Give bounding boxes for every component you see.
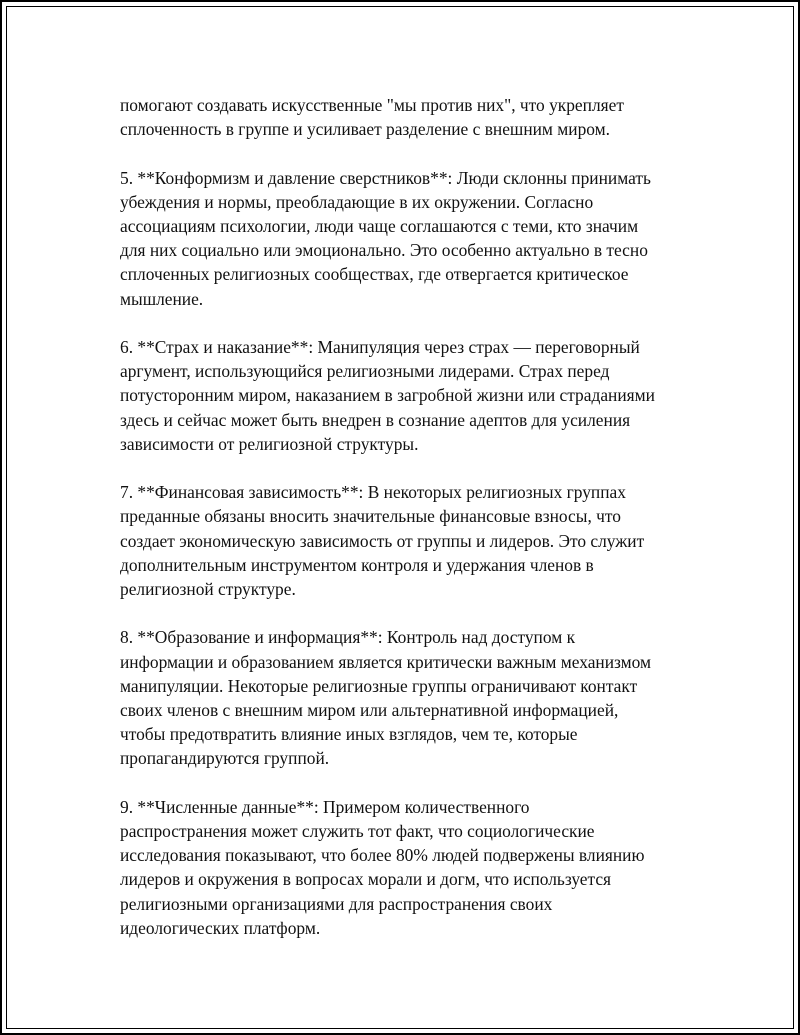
text-line: 7. **Финансовая зависимость**: В некоторых религиозных группах [120, 482, 626, 503]
text-line: помогают создавать искусственные "мы против них", что укрепляет [120, 95, 624, 115]
text-line: убеждения и нормы, преобладающие в их окружении. Согласно [120, 191, 594, 212]
text-line: ассоциациям психологии, люди чаще соглашаются с теми, кто значим [120, 216, 639, 236]
text-line: пропагандируются группой. [120, 748, 330, 769]
paragraph-fear [120, 335, 720, 456]
text-line: здесь и сейчас может быть внедрен в сознание адептов для усиления [120, 409, 631, 430]
text-line: для них социально или эмоционально. Это особенно актуально в тесно [120, 240, 648, 261]
paragraph-intro [120, 93, 720, 141]
text-line: распространения может служить тот факт, что социологические [120, 821, 595, 842]
text-line: сплоченность в группе и усиливает разделение с внешним миром. [120, 119, 611, 140]
text-line: 5. **Конформизм и давление сверстников**: Люди склонны принимать [120, 167, 651, 188]
text-line: своих членов с внешним миром или альтернативной информацией, [120, 700, 619, 721]
text-line: манипуляции. Некоторые религиозные группы ограничивают контакт [120, 675, 638, 696]
text-line: мышление. [120, 288, 204, 309]
paragraph-finance [120, 480, 720, 601]
text-line: чтобы предотвратить влияние иных взглядов, чем те, которые [120, 724, 578, 745]
text-line: религиозной структуре. [120, 579, 296, 600]
text-line: сплоченных религиозных сообществах, где отвергается критическое [120, 264, 629, 285]
text-line: преданные обязаны вносить значительные финансовые взносы, что [120, 506, 621, 527]
paragraph-conformism [120, 166, 720, 311]
document-body [120, 93, 720, 940]
text-line: потусторонним миром, наказанием в загробной жизни или страданиями [120, 385, 655, 406]
text-line: идеологических платформ. [120, 917, 321, 938]
text-line: 8. **Образование и информация**: Контроль над доступом к [120, 627, 576, 648]
text-line: религиозными организациями для распространения своих [120, 893, 553, 914]
text-line: исследования показывают, что более 80% людей подвержены влиянию [120, 845, 645, 866]
text-line: аргумент, использующийся религиозными лидерами. Страх перед [120, 361, 610, 382]
text-line: создает экономическую зависимость от группы и лидеров. Это служит [120, 530, 645, 551]
text-line: лидеров и окружения в вопросах морали и догм, что используется [120, 869, 612, 890]
text-line: дополнительным инструментом контроля и удержания членов в [120, 554, 594, 575]
text-line: зависимости от религиозной структуры. [120, 433, 419, 454]
text-line: 9. **Численные данные**: Примером количественного [120, 796, 530, 817]
text-line: информации и образованием является критически важным механизмом [120, 651, 652, 672]
paragraph-statistics [120, 795, 720, 940]
text-line: 6. **Страх и наказание**: Манипуляция через страх — переговорный [120, 337, 640, 357]
paragraph-education [120, 625, 720, 770]
